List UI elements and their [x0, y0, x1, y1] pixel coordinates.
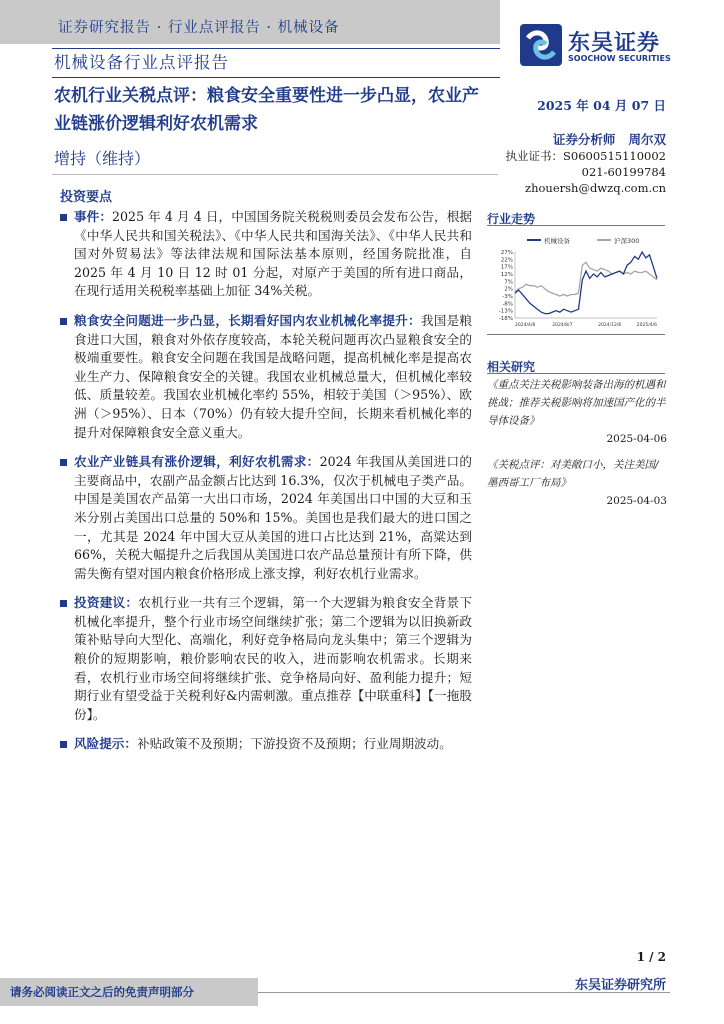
- research-heading: 相关研究: [487, 360, 536, 374]
- logo-name: 东吴证券: [568, 31, 661, 56]
- bullet-head: 风险提示：: [74, 736, 137, 752]
- y-tick-label: 7%: [504, 279, 513, 286]
- legend-label: 沪深300: [614, 237, 640, 245]
- analyst-info: [506, 148, 667, 196]
- bullet-price-logic: [60, 453, 472, 583]
- investment-points-heading: 投资要点: [60, 190, 113, 205]
- logo-mark-icon: [520, 24, 562, 66]
- trend-chart: [487, 226, 665, 330]
- logo-english: SOOCHOW SECURITIES: [568, 54, 671, 63]
- report-date: 2025 年 04 月 07 日: [537, 98, 666, 113]
- trend-heading: 行业走势: [487, 212, 536, 226]
- company-logo: [520, 24, 700, 68]
- y-tick-label: 12%: [500, 272, 513, 278]
- breadcrumb: 证券研究报告 · 行业点评报告 · 机械设备: [58, 20, 340, 36]
- investment-points: [60, 208, 472, 765]
- rating: 增持（维持）: [54, 149, 151, 168]
- analyst-name: 周尔双: [628, 132, 666, 147]
- bullet-text: 2024 年我国从美国进口的主要商品中，农副产品金额占比达到 16.3%，仅次于机械电子类产品。中国是美国农产品第一大出口市场，2024 年美国出口中国的大豆和玉米分别占美国出口总量的 50%和 15%。美国也是我们最大的进口国之一，尤其是 2024 年中国大豆从美国的进口占比达到 21%，高粱达到 66%，关税大幅提升之后我国从美国进口农产品总量预计有所下降，供需失衡有望对国内粮食价格形成上涨支撑，利好农机行业需求。: [74, 454, 472, 581]
- page-number: 1 / 2: [636, 950, 666, 964]
- footer-divider: [258, 992, 670, 993]
- series-line-0: [515, 252, 657, 314]
- x-tick-label: 2024/12/6: [598, 323, 622, 328]
- bullet-text: 2025 年 4 月 4 日，中国国务院关税税则委员会发布公告，根据《中华人民共和国关税法》、《中华人民共和国海关法》、《中华人民共和国对外贸易法》等法律法规和国际法基本原则，经国务院批准，自 2025 年 4 月 10 日 12 时 01 分起，对原产于美国的所有进口商品，在现行适用关税税率基础上加征 34%关税。: [74, 209, 473, 299]
- report-type: 机械设备行业点评报告: [52, 48, 500, 78]
- bullet-food-security: [60, 312, 472, 442]
- footer-institute: 东吴证券研究所: [574, 978, 666, 993]
- related-research: [487, 376, 667, 518]
- bullet-investment-advice: [60, 594, 472, 724]
- series-line-1: [515, 262, 657, 296]
- analyst-role: 证券分析师: [552, 132, 616, 147]
- y-tick-label: -18%: [498, 316, 513, 322]
- analyst-license: 执业证书：S0600515110002: [505, 149, 666, 163]
- bullet-event: [60, 208, 472, 301]
- y-tick-label: 17%: [500, 264, 513, 271]
- research-rule: [487, 373, 665, 374]
- y-tick-label: 2%: [504, 286, 513, 293]
- x-tick-label: 2024/8/7: [552, 323, 573, 328]
- analyst-line: [553, 130, 666, 148]
- trend-bottom-rule: [487, 334, 665, 335]
- analyst-email[interactable]: zhouersh@dwzq.com.cn: [525, 181, 666, 195]
- research-item-title[interactable]: 《重点关注关税影响装备出海的机遇和挑战；推荐关税影响将加速国产化的半导体设备》: [487, 379, 666, 427]
- bullet-text: 农机行业一共有三个逻辑，第一个大逻辑为粮食安全背景下机械化率提升，整个行业市场空间继续扩张；第二个逻辑为以旧换新政策补贴导向大型化、高端化，利好竞争格局向龙头集中；第三个逻辑为粮价的短期影响，粮价影响农民的收入，进而影响农机需求。长期来看，农机行业市场空间将继续扩张、竞争格局向好、盈利能力提升；短期行业有望受益于关税利好&内需刺激。重点推荐【中联重科】【一拖股份】。: [74, 595, 473, 722]
- bullet-text: 我国是粮食进口大国，粮食对外依存度较高，本轮关税问题再次凸显粮食安全的极端重要性。粮食安全问题在我国是战略问题，提高机械化率是提高农业生产力、保障粮食安全的关键。我国农业机械总量大，但机械化率较低、质量较差。我国农业机械化率约 55%，相较于美国（＞95%）、欧洲（＞95%）、日本（70%）仍有较大提升空间，长期来看机械化率的提升对保障粮食安全意义重大。: [74, 312, 473, 440]
- legend-label: 机械设备: [544, 237, 570, 245]
- bullet-risk: [60, 735, 472, 754]
- y-tick-label: -8%: [502, 301, 513, 308]
- divider: [52, 174, 498, 175]
- research-item-date: 2025-04-06: [606, 433, 667, 445]
- bullet-head: 投资建议：: [74, 595, 139, 611]
- y-tick-label: -3%: [502, 294, 513, 300]
- bullet-head: 事件：: [74, 209, 113, 224]
- research-item-date: 2025-04-03: [606, 495, 667, 507]
- x-tick-label: 2025/4/6: [636, 323, 657, 328]
- trend-chart-svg: [487, 226, 665, 330]
- research-item-title[interactable]: 《关税点评：对美敞口小，关注美国/墨西哥工厂布局》: [487, 459, 659, 489]
- y-tick-label: 22%: [500, 257, 513, 264]
- y-tick-label: 27%: [500, 250, 513, 256]
- bullet-head: 粮食安全问题进一步凸显，长期看好国内农业机械化率提升：: [74, 312, 421, 328]
- x-tick-label: 2024/4/8: [515, 323, 536, 328]
- bullet-head: 农业产业链具有涨价逻辑，利好农机需求：: [74, 454, 320, 470]
- y-tick-label: -13%: [498, 308, 513, 315]
- analyst-phone: 021-60199784: [581, 165, 666, 179]
- report-title: 农机行业关税点评：粮食安全重要性进一步凸显，农业产业链涨价逻辑利好农机需求: [54, 86, 479, 134]
- bullet-text: 补贴政策不及预期；下游投资不及预期；行业周期波动。: [136, 736, 452, 752]
- footer-disclaimer: 请务必阅读正文之后的免责声明部分: [10, 985, 194, 999]
